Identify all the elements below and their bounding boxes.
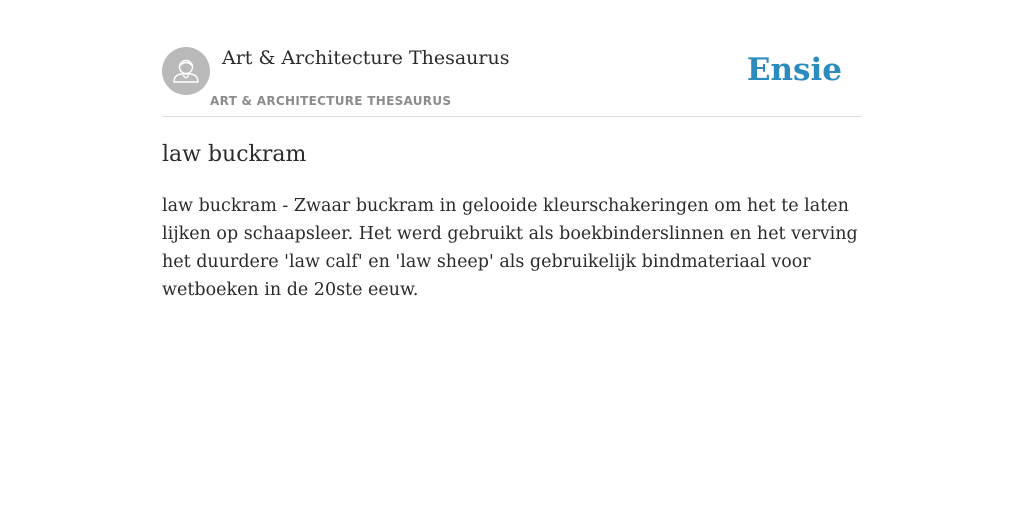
page-header <box>162 0 862 117</box>
author-title-link[interactable]: Art & Architecture Thesaurus <box>222 47 510 69</box>
author-avatar[interactable] <box>162 47 210 95</box>
brand-logo-link[interactable]: Ensie <box>746 52 842 88</box>
page-container <box>162 0 862 512</box>
author-subtitle: ART & ARCHITECTURE THESAURUS <box>210 94 452 108</box>
user-placeholder-icon <box>162 47 210 95</box>
definition-text: law buckram - Zwaar buckram in gelooide kleurschakeringen om het te laten lijken op schaapsleer. Het werd gebruikt als boekbinderslinnen en het verving het duurdere 'law calf' en 'law sheep' als gebruikelijk bindmateriaal voor wetboeken in de 20ste eeuw. <box>162 196 858 300</box>
term-title: law buckram <box>162 142 307 167</box>
